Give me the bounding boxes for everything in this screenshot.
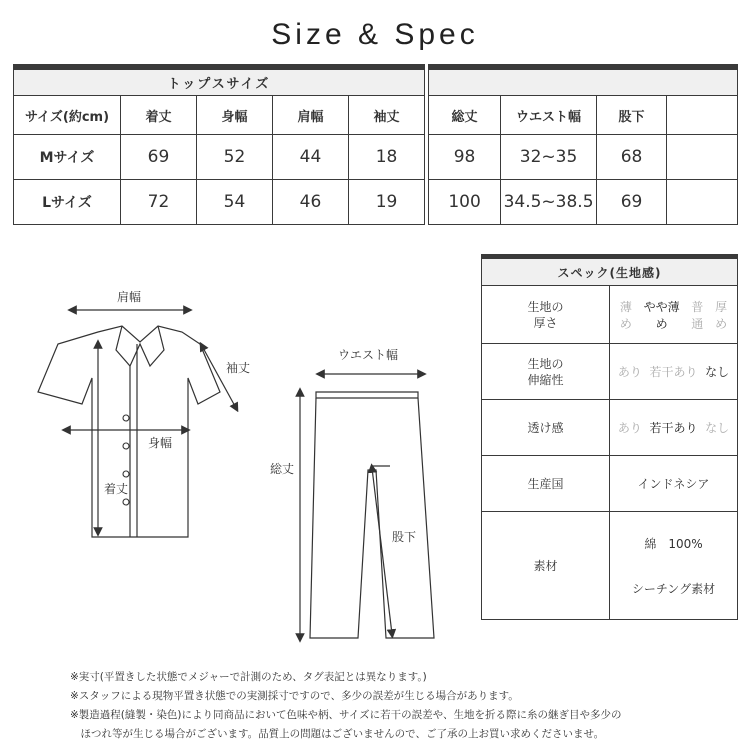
option: 厚め — [715, 299, 728, 331]
material-value: 綿 100% — [644, 536, 703, 551]
table-cell: 98 — [429, 135, 501, 180]
page-title: Size & Spec — [271, 18, 479, 51]
total-length-label: 総丈 — [270, 462, 295, 476]
table-cell — [667, 180, 738, 225]
option: 普通 — [691, 299, 704, 331]
table-cell: 52 — [197, 135, 273, 180]
spec-key — [482, 286, 610, 344]
pants-measure-lines — [300, 374, 422, 638]
inseam-label: 股下 — [392, 530, 417, 544]
shoulder-width-label: 肩幅 — [117, 290, 142, 304]
col-header: 股下 — [597, 96, 667, 135]
col-header: ウエスト幅 — [501, 96, 597, 135]
table-cell: 46 — [273, 180, 349, 225]
pants-outline — [310, 392, 434, 638]
table-cell — [667, 135, 738, 180]
table-row — [14, 180, 738, 225]
option: なし — [705, 421, 730, 435]
table-cell: 19 — [349, 180, 425, 225]
spec-row-material — [482, 512, 738, 620]
chest-width-label: 身幅 — [148, 436, 173, 450]
origin-value: インドネシア — [610, 456, 738, 512]
option: 若干あり — [649, 365, 698, 379]
note-line: ほつれ等が生じる場合がございます。品質上の問題はございませんので、ご了承の上お買い求めくださいませ。 — [70, 728, 605, 740]
option: あり — [617, 421, 642, 435]
option-selected: やや薄め — [643, 299, 680, 331]
measurement-diagram — [20, 282, 470, 652]
size-header-row — [14, 96, 738, 135]
option: あり — [617, 365, 642, 379]
table-cell: 32~35 — [501, 135, 597, 180]
table-cell: 100 — [429, 180, 501, 225]
table-cell: 44 — [273, 135, 349, 180]
table-cell: 18 — [349, 135, 425, 180]
spec-row-thickness — [482, 286, 738, 344]
waist-width-label: ウエスト幅 — [338, 348, 399, 362]
spec-key-label: 生地の 厚さ — [527, 299, 564, 330]
spec-row-origin — [482, 456, 738, 512]
shirt-outline — [38, 326, 220, 537]
option-selected: なし — [705, 365, 730, 379]
table-row — [14, 135, 738, 180]
material-note: シーチング素材 — [631, 581, 716, 596]
option-selected: 若干あり — [649, 421, 698, 435]
body-length-label: 着丈 — [104, 482, 129, 496]
row-label: Lサイズ — [14, 180, 121, 225]
table-cell: 69 — [121, 135, 197, 180]
sleeve-length-label: 袖丈 — [226, 361, 251, 375]
spec-row-sheerness — [482, 400, 738, 456]
note-line: ※製造過程(縫製・染色)により同商品において色味や柄、サイズに若干の誤差や、生地を折る際に糸の継ぎ目や多少の — [70, 709, 622, 721]
spec-key: 透け感 — [482, 400, 610, 456]
option-group — [610, 363, 737, 380]
option: 薄め — [619, 299, 632, 331]
note-line: ※実寸(平置きした状態でメジャーで計測のため、タグ表記とは異なります。) — [70, 671, 427, 683]
col-header: サイズ(約cm) — [14, 96, 121, 135]
size-group-title: トップスサイズ — [14, 70, 425, 96]
garment-illustration — [20, 282, 470, 652]
row-label: Mサイズ — [14, 135, 121, 180]
col-header: 袖丈 — [349, 96, 425, 135]
note-line: ※スタッフによる現物平置き状態での実測採寸ですので、多少の誤差が生じる場合があります。 — [70, 690, 519, 702]
col-header: 身幅 — [197, 96, 273, 135]
col-header: 肩幅 — [273, 96, 349, 135]
table-cell: 68 — [597, 135, 667, 180]
spec-row-stretch — [482, 344, 738, 400]
col-header — [667, 96, 738, 135]
table-cell: 34.5~38.5 — [501, 180, 597, 225]
option-group — [610, 419, 737, 436]
notes — [70, 668, 740, 744]
spec-key: 素材 — [482, 512, 610, 620]
spec-key: 生産国 — [482, 456, 610, 512]
spec-title: スペック(生地感) — [482, 259, 738, 286]
spec-key — [482, 344, 610, 400]
col-header: 着丈 — [121, 96, 197, 135]
spec-key-label: 生地の 伸縮性 — [527, 356, 564, 387]
option-group — [610, 298, 737, 332]
size-table — [13, 64, 737, 224]
table-cell: 72 — [121, 180, 197, 225]
spec-table — [481, 254, 738, 620]
table-cell: 69 — [597, 180, 667, 225]
col-header: 総丈 — [429, 96, 501, 135]
table-cell: 54 — [197, 180, 273, 225]
